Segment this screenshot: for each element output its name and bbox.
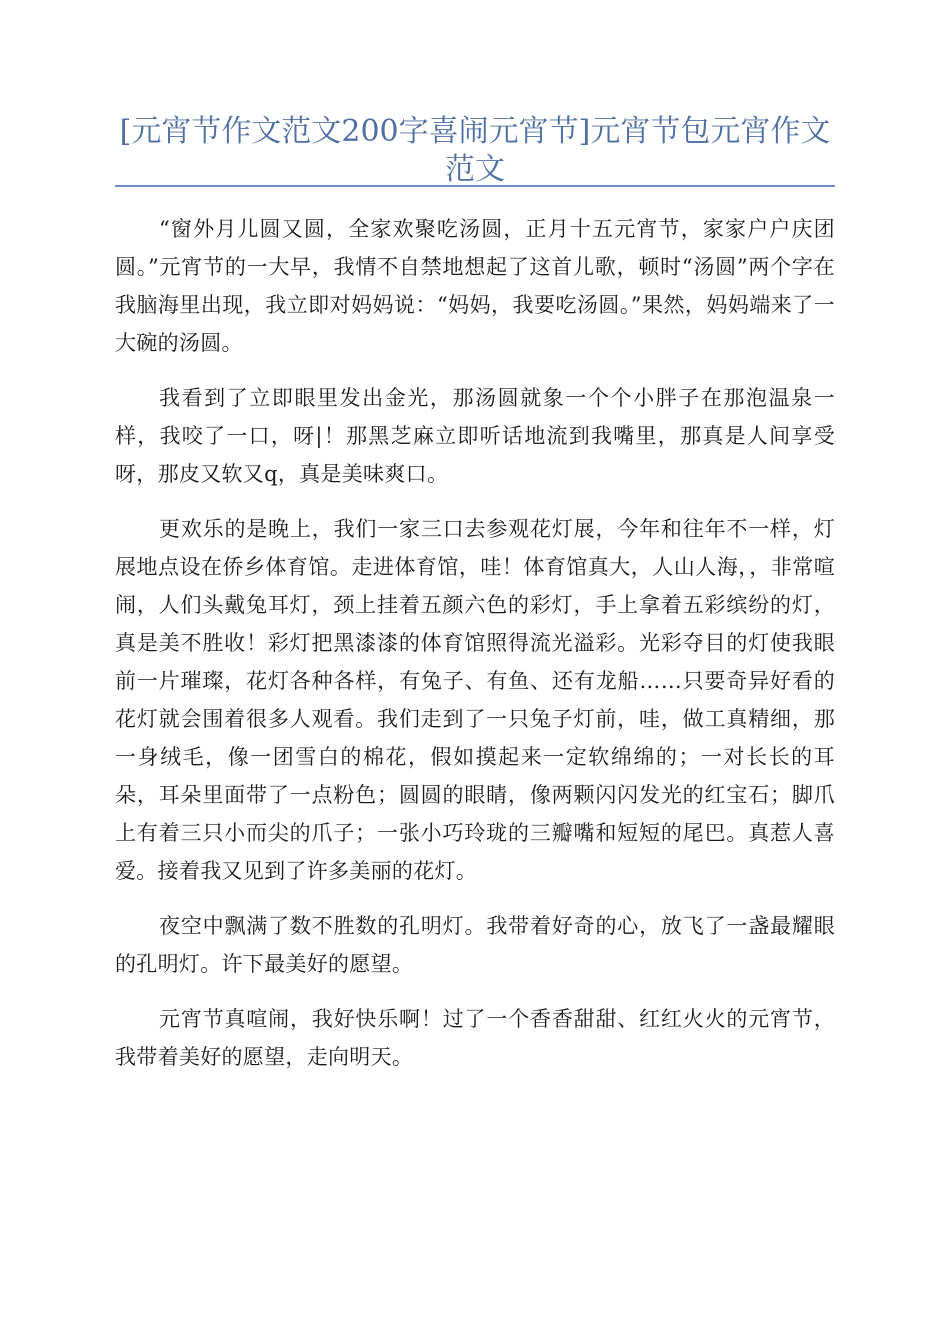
title-divider bbox=[115, 185, 835, 187]
document-body bbox=[115, 210, 835, 1093]
paragraph-2: 我看到了立即眼里发出金光，那汤圆就象一个个小胖子在那泡温泉一样，我咬了一口，呀|！那黑芝麻立即听话地流到我嘴里，那真是人间享受呀，那皮又软又q，真是美味爽口。 bbox=[115, 386, 835, 486]
document-title: [元宵节作文范文200字喜闹元宵节]元宵节包元宵作文范文 bbox=[119, 114, 831, 187]
paragraph-4: 夜空中飘满了数不胜数的孔明灯。我带着好奇的心，放飞了一盏最耀眼的孔明灯。许下最美好的愿望。 bbox=[115, 914, 835, 976]
paragraph-1: “窗外月儿圆又圆，全家欢聚吃汤圆，正月十五元宵节，家家户户庆团圆。”元宵节的一大早，我情不自禁地想起了这首儿歌，顿时“汤圆”两个字在我脑海里出现，我立即对妈妈说：“妈妈，我要吃汤圆。”果然，妈妈端来了一大碗的汤圆。 bbox=[115, 217, 835, 355]
paragraph-3: 更欢乐的是晚上，我们一家三口去参观花灯展，今年和往年不一样，灯展地点设在侨乡体育馆。走进体育馆，哇！体育馆真大，人山人海，，非常喧闹，人们头戴兔耳灯，颈上挂着五颜六色的彩灯，手上拿着五彩缤纷的灯，真是美不胜收！彩灯把黑漆漆的体育馆照得流光溢彩。光彩夺目的灯使我眼前一片璀璨，花灯各种各样，有兔子、有鱼、还有龙船……只要奇异好看的花灯就会围着很多人观看。我们走到了一只兔子灯前，哇，做工真精细，那一身绒毛，像一团雪白的棉花，假如摸起来一定软绵绵的；一对长长的耳朵，耳朵里面带了一点粉色；圆圆的眼睛，像两颗闪闪发光的红宝石；脚爪上有着三只小而尖的爪子；一张小巧玲珑的三瓣嘴和短短的尾巴。真惹人喜爱。接着我又见到了许多美丽的花灯。 bbox=[115, 517, 835, 883]
paragraph-5: 元宵节真喧闹，我好快乐啊！过了一个香香甜甜、红红火火的元宵节，我带着美好的愿望，走向明天。 bbox=[115, 1007, 835, 1069]
